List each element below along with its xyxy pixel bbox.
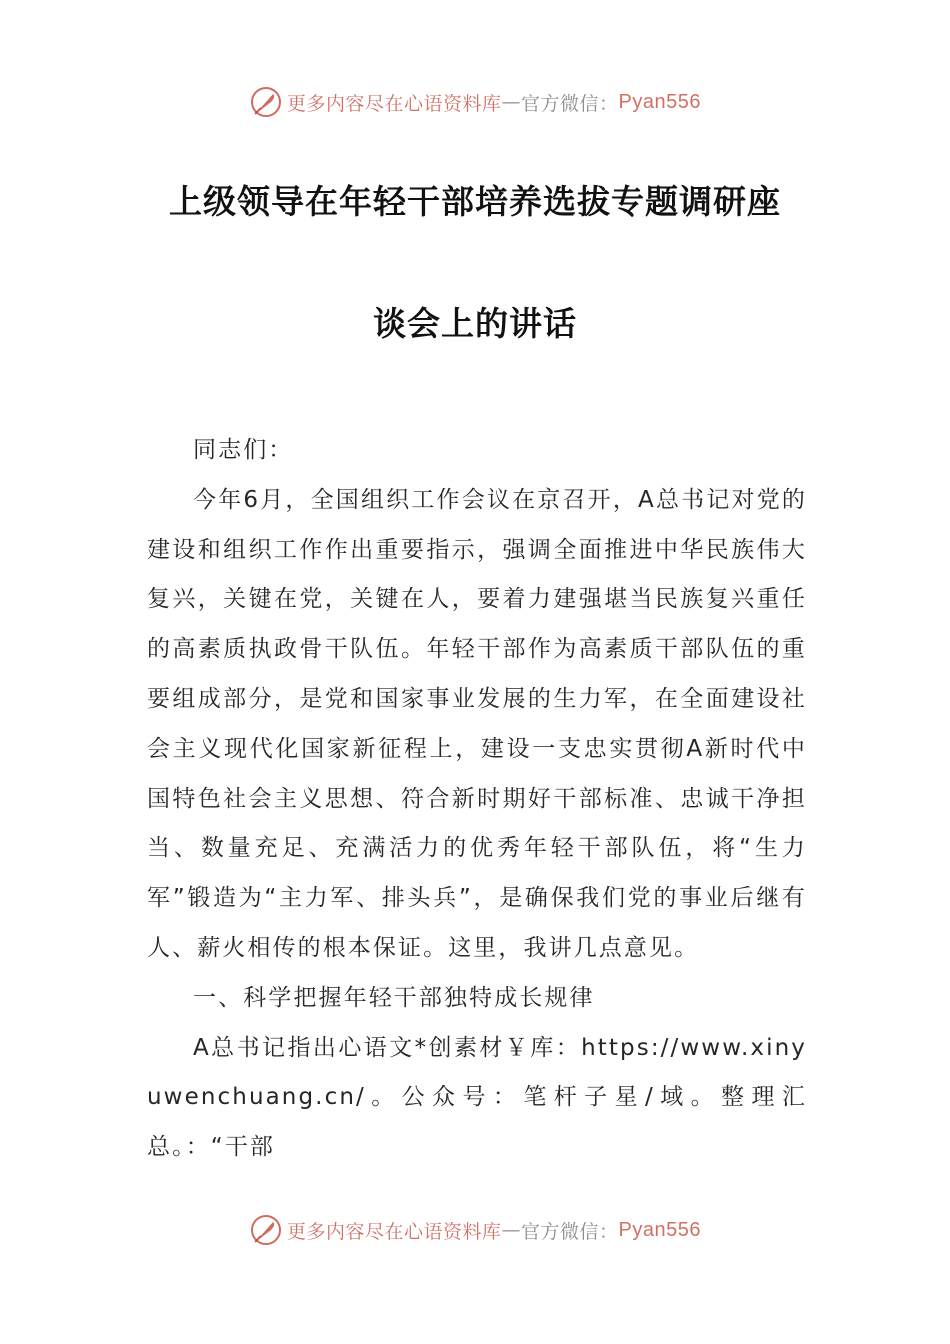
document-title-line-2: 谈会上的讲话: [373, 304, 577, 343]
document-body: [147, 426, 807, 1173]
greeting: 同志们：: [193, 437, 294, 463]
paragraph-1: 今年6月，全国组织工作会议在京召开，A总书记对党的建设和组织工作作出重要指示，强调全面推进中华民族伟大复兴，关键在党，关键在人，要着力建强堪当民族复兴重任的高素质执政骨干队伍。年轻干部作为高素质干部队伍的重要组成部分，是党和国家事业发展的生力军，在全面建设社会主义现代化国家新征程上，建设一支忠实贯彻A新时代中国特色社会主义思想、符合新时期好干部标准、忠诚干净担当、数量充足、充满活力的优秀年轻干部队伍，将“生力军”锻造为“主力军、排头兵”，是确保我们党的事业后继有人、薪火相传的根本保证。这里，我讲几点意见。: [147, 486, 807, 961]
paragraph-2: A总书记指出心语文*创素材￥库：https://www.xinyuwenchuang.cn/。公众号：笔杆子星/域。整理汇总。：“干部: [147, 1034, 807, 1161]
footer-watermark: [0, 1210, 950, 1250]
watermark-main-text: 更多内容尽在心语资料库: [287, 92, 502, 115]
watermark-contact-label: 官方微信：: [521, 1220, 619, 1243]
watermark-contact-id: Pyan556: [618, 90, 701, 113]
document-title-line-1: 上级领导在年轻干部培养选拔专题调研座: [169, 182, 781, 221]
watermark-separator: —: [501, 91, 522, 113]
section-1-heading: 一、科学把握年轻干部独特成长规律: [193, 984, 595, 1011]
feather-pen-icon: [249, 1213, 283, 1247]
feather-pen-icon: [249, 85, 283, 119]
watermark-contact-label: 官方微信：: [521, 92, 619, 115]
header-watermark: [0, 82, 950, 122]
watermark-separator: —: [501, 1219, 522, 1241]
watermark-main-text: 更多内容尽在心语资料库: [287, 1220, 502, 1243]
watermark-contact-id: Pyan556: [618, 1218, 701, 1241]
